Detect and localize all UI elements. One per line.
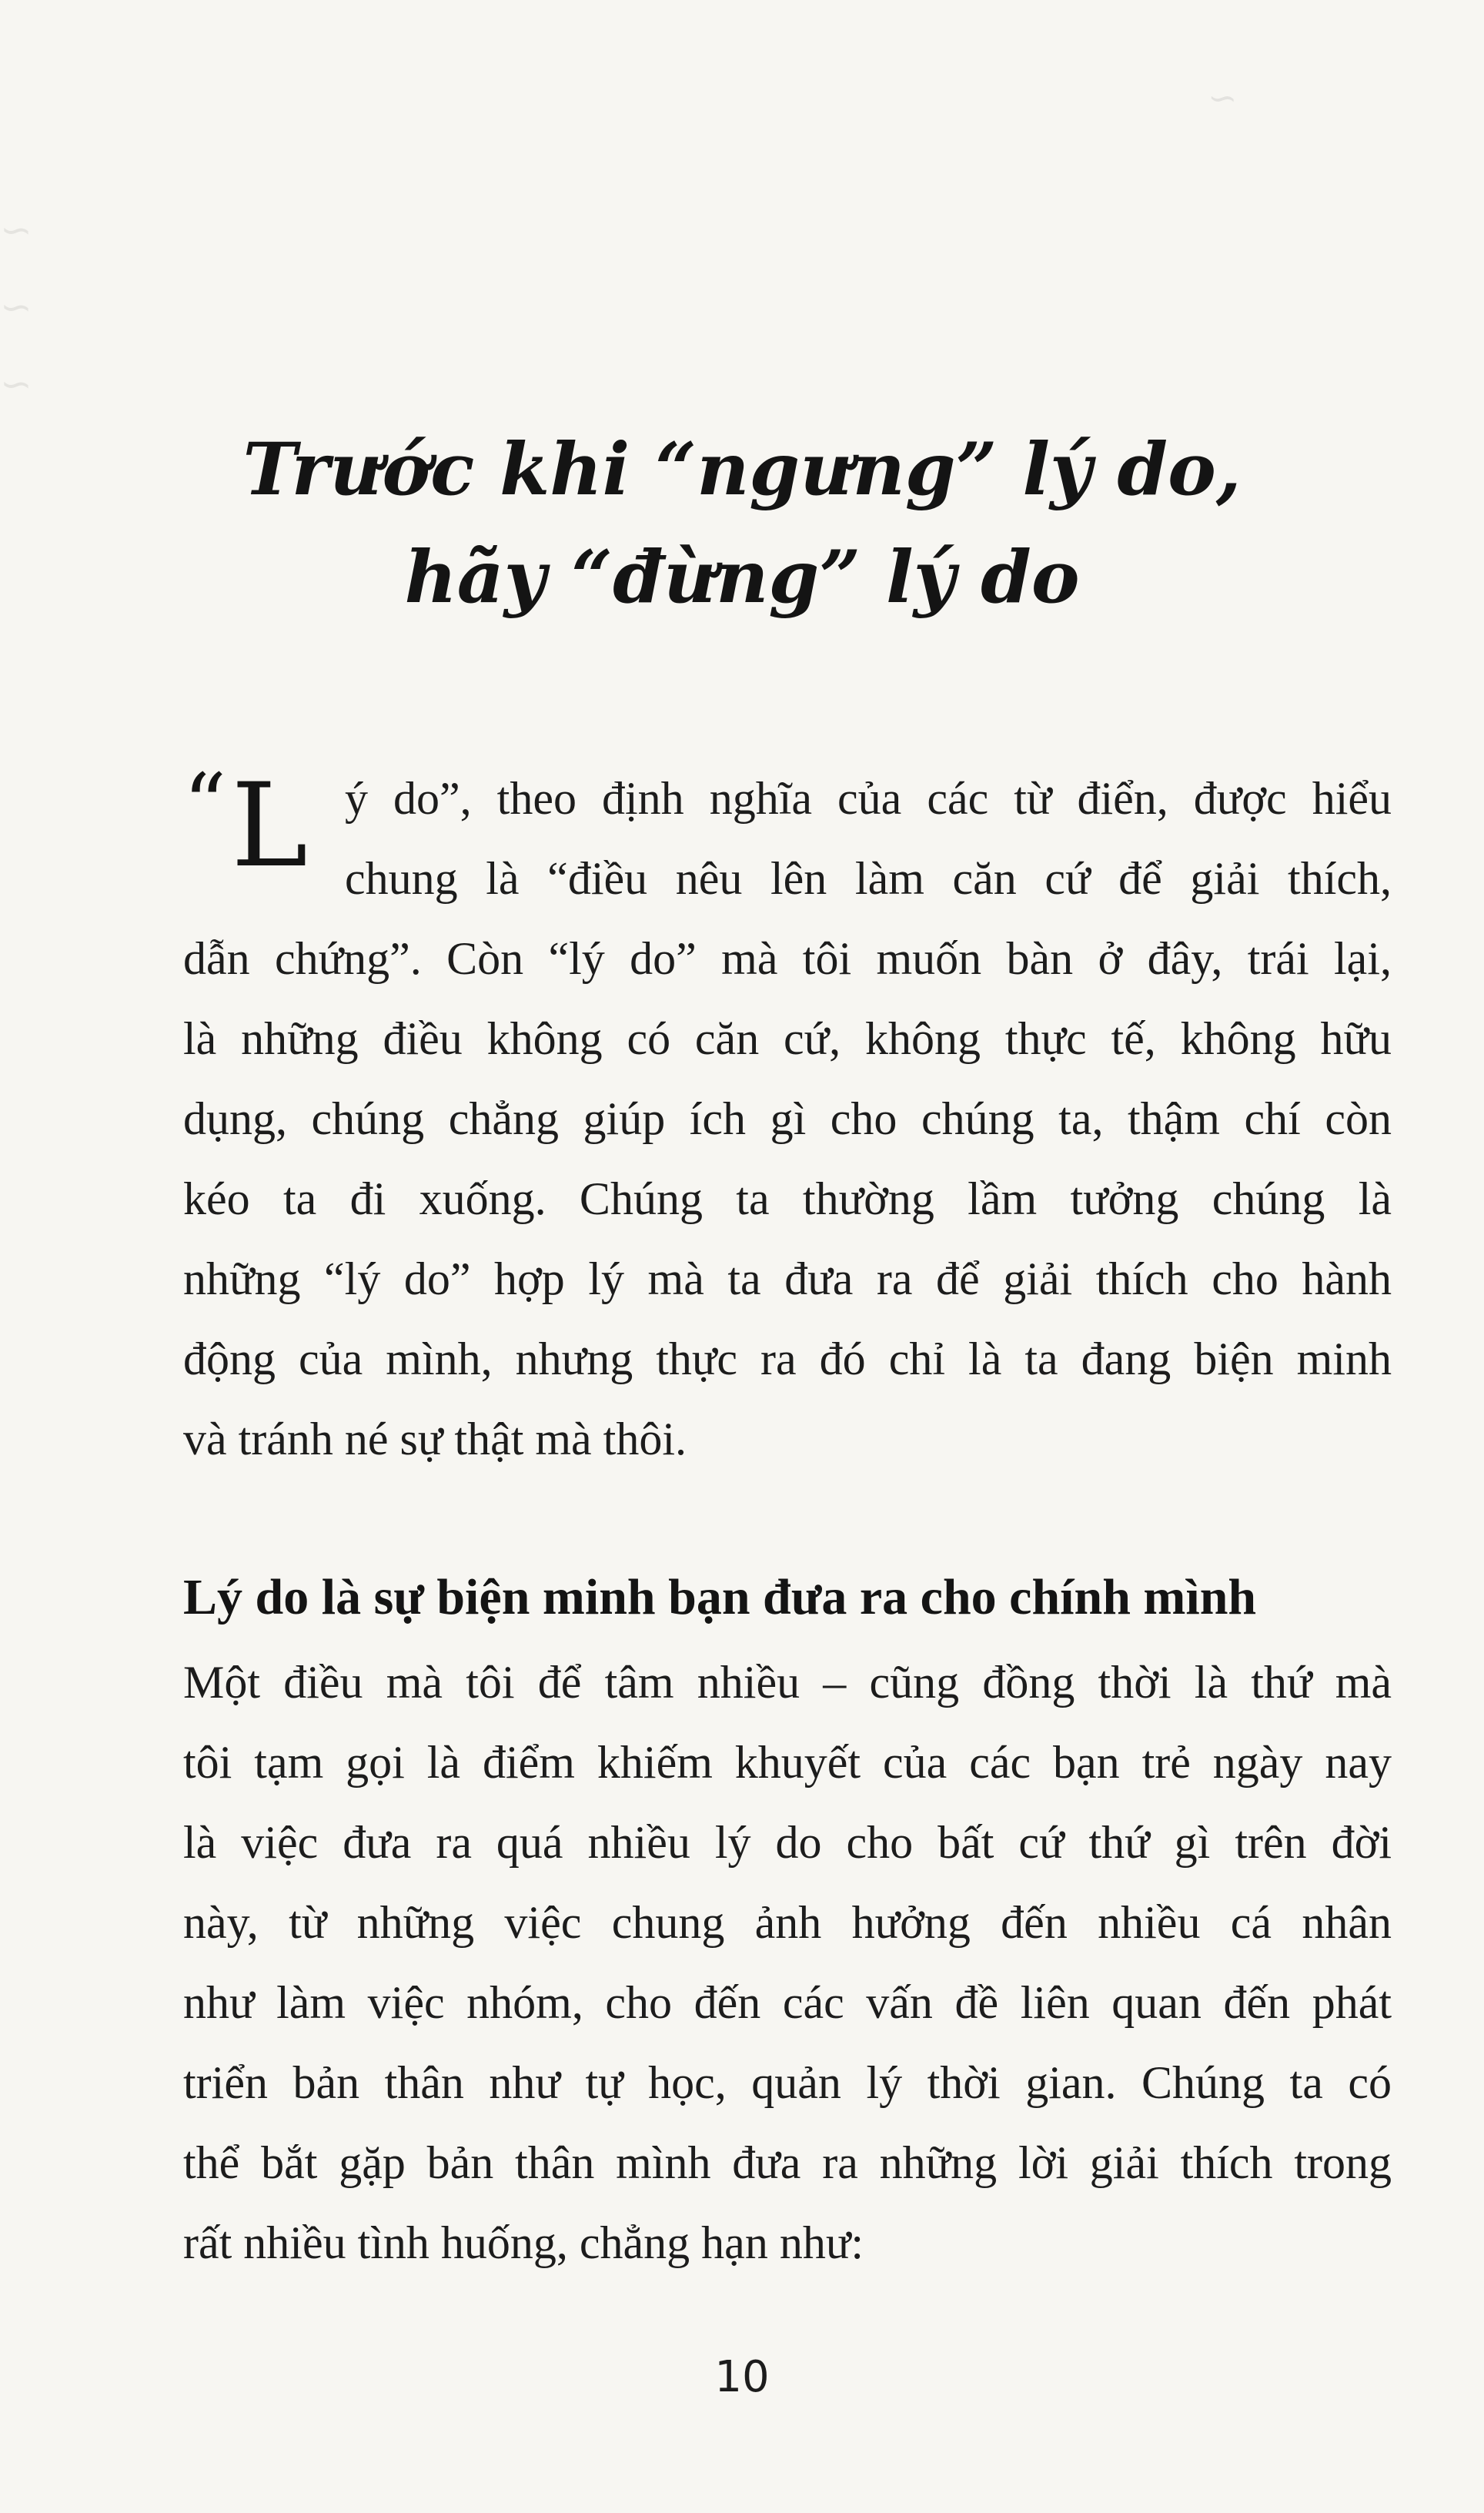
paragraph-line: triển bản thân như tự học, quản lý thời gian. Chúng ta có <box>183 2057 1392 2108</box>
paragraph-line: rất nhiều tình huống, chẳng hạn như: <box>183 2217 864 2268</box>
chapter-title-line-2: hãy “đừng” lý do <box>404 535 1080 620</box>
paragraph-line: thể bắt gặp bản thân mình đưa ra những lời giải thích trong <box>183 2137 1392 2188</box>
paragraph-line: động của mình, nhưng thực ra đó chỉ là ta đang biện minh <box>183 1333 1392 1384</box>
paragraph-line: và tránh né sự thật mà thôi. <box>183 1414 687 1464</box>
paragraph-line: là những điều không có căn cứ, không thực tế, không hữu <box>183 1013 1392 1064</box>
paragraph-line: những “lý do” hợp lý mà ta đưa ra để giải thích cho hành <box>183 1253 1392 1304</box>
drop-cap-letter: L <box>231 759 308 893</box>
paragraph-line: là việc đưa ra quá nhiều lý do cho bất cứ thứ gì trên đời <box>183 1817 1392 1868</box>
chapter-title-line-1: Trước khi “ngưng” lý do, <box>242 427 1242 512</box>
paragraph-line: tôi tạm gọi là điểm khiếm khuyết của các bạn trẻ ngày nay <box>183 1737 1392 1788</box>
bleed-through-line: ~ <box>0 208 32 253</box>
intro-paragraph <box>183 758 1392 1479</box>
bleed-through-line: ~ <box>0 285 32 330</box>
section-heading: Lý do là sự biện minh bạn đưa ra cho chính mình <box>183 1569 1257 1625</box>
bleed-through-line: ~ <box>0 362 32 407</box>
paragraph-line: dẫn chứng”. Còn “lý do” mà tôi muốn bàn ở đây, trái lại, <box>183 933 1392 984</box>
paragraph-line: chung là “điều nêu lên làm căn cứ để giải thích, <box>345 853 1392 904</box>
drop-cap-quote: “ <box>183 755 227 854</box>
bleed-through-header: ~ <box>1208 77 1238 119</box>
chapter-title <box>0 416 1484 631</box>
paragraph-line: như làm việc nhóm, cho đến các vấn đề liên quan đến phát <box>183 1977 1392 2028</box>
section-paragraph <box>183 1642 1392 2283</box>
paragraph-line: ý do”, theo định nghĩa của các từ điển, được hiểu <box>345 773 1392 824</box>
paragraph-line: dụng, chúng chẳng giúp ích gì cho chúng ta, thậm chí còn <box>183 1093 1392 1144</box>
page-number: 10 <box>714 2352 770 2402</box>
paragraph-line: Một điều mà tôi để tâm nhiều – cũng đồng thời là thứ mà <box>183 1657 1392 1708</box>
paragraph-line: kéo ta đi xuống. Chúng ta thường lầm tưởng chúng là <box>183 1173 1392 1224</box>
paragraph-line: này, từ những việc chung ảnh hưởng đến nhiều cá nhân <box>183 1897 1392 1948</box>
